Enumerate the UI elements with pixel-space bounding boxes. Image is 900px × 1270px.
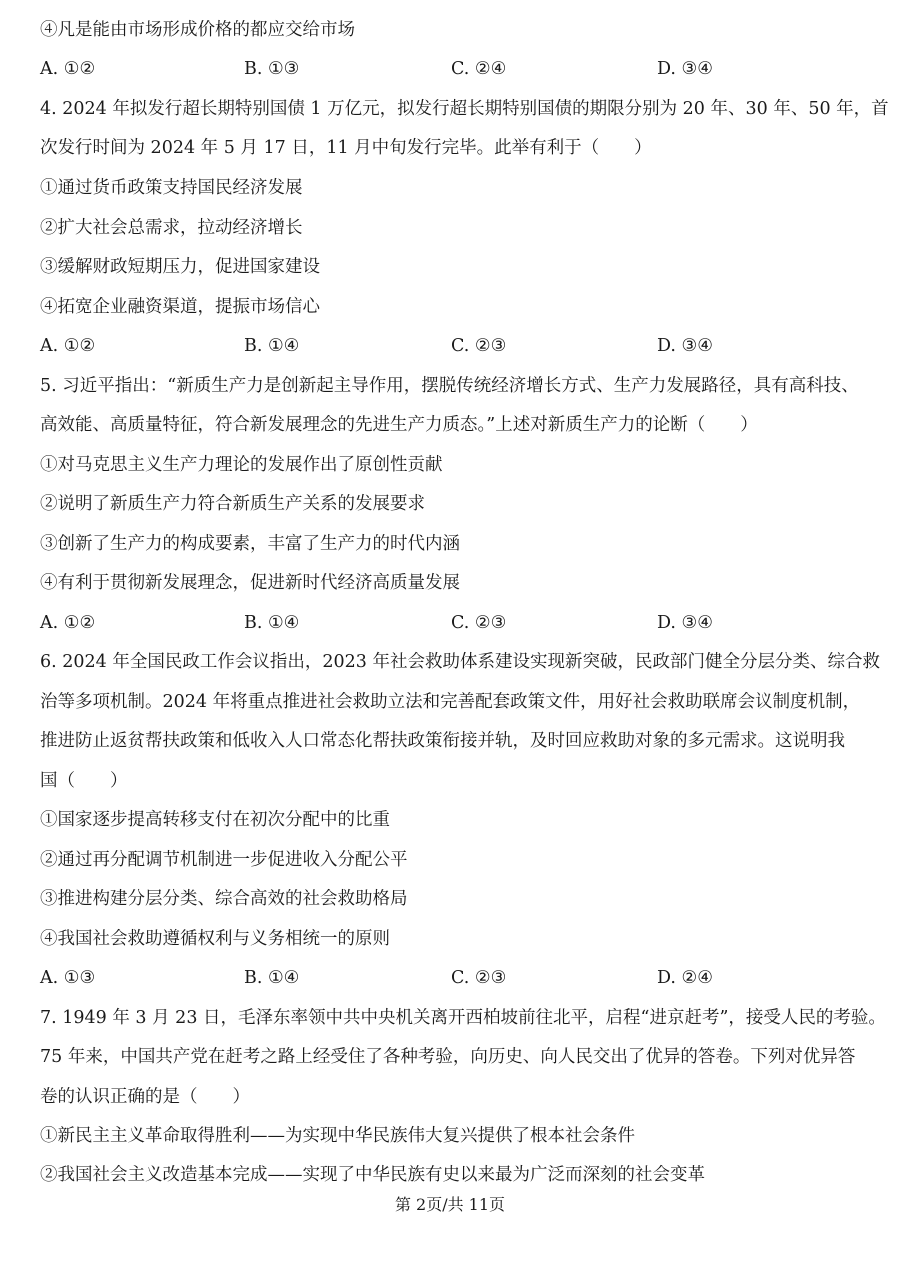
q6-option-b: B. ①④: [244, 968, 300, 988]
q4-stem-line-1: 4. 2024 年拟发行超长期特别国债 1 万亿元，拟发行超长期特别国债的期限分别为 20 年、30 年、50 年，首: [40, 99, 889, 119]
q6-item-3: ③推进构建分层分类、综合高效的社会救助格局: [40, 889, 408, 909]
q6-option-d: D. ②④: [657, 968, 713, 988]
q5-stem-line-2: 高效能、高质量特征，符合新发展理念的先进生产力质态。”上述对新质生产力的论断（ ）: [40, 415, 758, 435]
q5-item-3: ③创新了生产力的构成要素，丰富了生产力的时代内涵: [40, 534, 460, 554]
q5-option-d: D. ③④: [657, 613, 713, 633]
q6-item-2: ②通过再分配调节机制进一步促进收入分配公平: [40, 850, 408, 870]
q5-item-4: ④有利于贯彻新发展理念，促进新时代经济高质量发展: [40, 573, 460, 593]
q4-option-d: D. ③④: [657, 336, 713, 356]
q4-option-b: B. ①④: [244, 336, 300, 356]
page-number-footer: 第 2页/共 11页: [394, 1195, 506, 1214]
q3-option-b: B. ①③: [244, 59, 300, 79]
q5-option-c: C. ②③: [451, 613, 507, 633]
q6-stem-line-1: 6. 2024 年全国民政工作会议指出，2023 年社会救助体系建设实现新突破，民政部门健全分层分类、综合救: [40, 652, 880, 672]
q7-item-2: ②我国社会主义改造基本完成——实现了中华民族有史以来最为广泛而深刻的社会变革: [40, 1165, 705, 1185]
q3-item-4: ④凡是能由市场形成价格的都应交给市场: [40, 20, 355, 40]
q5-item-2: ②说明了新质生产力符合新质生产关系的发展要求: [40, 494, 425, 514]
q7-item-1: ①新民主主义革命取得胜利——为实现中华民族伟大复兴提供了根本社会条件: [40, 1126, 635, 1146]
q6-option-a: A. ①③: [40, 968, 96, 988]
q7-stem-line-2: 75 年来，中国共产党在赶考之路上经受住了各种考验，向历史、向人民交出了优异的答卷。下列对优异答: [40, 1047, 856, 1067]
q4-item-4: ④拓宽企业融资渠道，提振市场信心: [40, 297, 320, 317]
q6-item-4: ④我国社会救助遵循权利与义务相统一的原则: [40, 929, 390, 949]
q4-options: [40, 334, 880, 358]
q4-stem-line-2: 次发行时间为 2024 年 5 月 17 日，11 月中旬发行完毕。此举有利于（ ）: [40, 138, 652, 158]
q6-stem-line-2: 治等多项机制。2024 年将重点推进社会救助立法和完善配套政策文件，用好社会救助联席会议制度机制，: [40, 692, 861, 712]
q4-item-2: ②扩大社会总需求，拉动经济增长: [40, 218, 303, 238]
q6-stem-line-3: 推进防止返贫帮扶政策和低收入人口常态化帮扶政策衔接并轨，及时回应救助对象的多元需求。这说明我: [40, 731, 845, 751]
q4-item-1: ①通过货币政策支持国民经济发展: [40, 178, 303, 198]
q6-option-c: C. ②③: [451, 968, 507, 988]
q5-option-a: A. ①②: [40, 613, 96, 633]
q6-options: [40, 966, 880, 990]
q3-option-a: A. ①②: [40, 59, 96, 79]
q3-options: [40, 57, 880, 81]
q5-stem-line-1: 5. 习近平指出：“新质生产力是创新起主导作用，摆脱传统经济增长方式、生产力发展路径，具有高科技、: [40, 376, 859, 396]
q3-option-c: C. ②④: [451, 59, 507, 79]
q6-item-1: ①国家逐步提高转移支付在初次分配中的比重: [40, 810, 390, 830]
q5-option-b: B. ①④: [244, 613, 300, 633]
q7-stem-line-3: 卷的认识正确的是（ ）: [40, 1087, 250, 1107]
q6-stem-line-4: 国（ ）: [40, 771, 128, 791]
q4-item-3: ③缓解财政短期压力，促进国家建设: [40, 257, 320, 277]
q3-option-d: D. ③④: [657, 59, 713, 79]
q4-option-c: C. ②③: [451, 336, 507, 356]
q4-option-a: A. ①②: [40, 336, 96, 356]
q5-item-1: ①对马克思主义生产力理论的发展作出了原创性贡献: [40, 455, 443, 475]
q7-stem-line-1: 7. 1949 年 3 月 23 日，毛泽东率领中共中央机关离开西柏坡前往北平，启程“进京赶考”，接受人民的考验。: [40, 1008, 886, 1028]
q5-options: [40, 611, 880, 635]
